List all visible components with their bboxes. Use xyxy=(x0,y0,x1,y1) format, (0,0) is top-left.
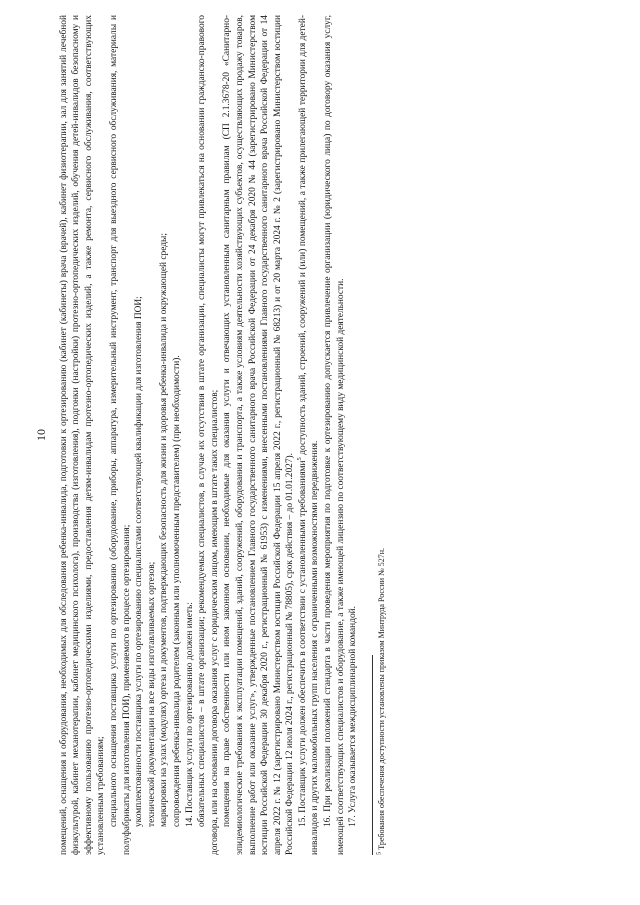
footnote-number: 5 xyxy=(375,851,383,855)
paragraph-sanitary-rules: помещения на праве собственности или ином законном основании, необходимые для оказания услуги и отвечающих установленным санитарным правилам (СП 2.1.3678-20 «Санитарно-эпидемиологические требования к эксплуатации помещений, зданий, сооружений, оборудования и транспорта, а также условиям деятельности хозяйствующих субъектов, осуществляющих продажу товаров, выполнение работ или оказание услуг», утвержденные постановлением Главного государственного санитарного врача Российской Федерации от 24 декабря 2020 № 44 (зарегистрировано Министерством юстиции Российской Федерации 30 декабря 2020 г., регистрационный № 61953) с изменениями, внесенными постановлениями Главного государственного санитарного врача Российской Федерации от 14 апреля 2022 г. № 12 (зарегистрировано Министерством юстиции Российской Федерации 15 апреля 2022 г., регистрационный № 68213) и от 20 марта 2024 г. № 2 (зарегистрировано Министерством юстиции Российской Федерации 12 июля 2024 г., регистрационный № 78805), срок действия – до 01.01.2027). xyxy=(222,15,296,855)
paragraph-special-equipment: специального оснащения поставщика услуги по ортезированию (оборудование, приборы, аппаратура, измерительный инструмент, транспорт для выездного сервисного обслуживания, материалы и полуфабрикаты для изготовления ПОИ), применяемого в процессе ортезирования; xyxy=(108,15,132,855)
paragraph-specialists: обязательных специалистов – в штате организации; рекомендуемых специалистов, в случае их отсутствия в штате организации, специалисты могут привлекаться на основании гражданско-правового договора, или на основании договора оказания услуг с юридическим лицом, имеющим в штате таких специалистов; xyxy=(197,15,220,855)
paragraph-17-team: 17. Услуга оказывается междисциплинарной командой. xyxy=(348,605,359,827)
footnote-text: Требования обеспечения доступности установлены приказом Минтруда России № 527н. xyxy=(376,548,386,850)
footnote xyxy=(377,15,387,855)
paragraph-staffing: укомплектованности поставщика услуги по ортезированию специалистами соответствующей квалификации для изготовления ПОИ; xyxy=(134,296,145,827)
paragraph-marking: маркировки на узлах (модулях) ортеза и документов, подтверждающих безопасность для жизни и здоровья ребенка-инвалида и окружающей среды; xyxy=(159,233,170,827)
paragraph-14-heading: 14. Поставщик услуги по ортезированию должен иметь: xyxy=(184,602,195,827)
paragraph-15-part-1: 15. Поставщик услуги должен обеспечить в соответствии с установленными требованиями xyxy=(297,460,308,827)
rotated-page-content xyxy=(35,15,615,855)
paragraph-15-accessibility xyxy=(297,15,322,855)
footnote-marker: 5 xyxy=(295,457,303,461)
paragraph-15-part-2: доступность зданий, строений, сооружений и (или) помещений, а также прилегающей территории для детей-инвалидов и других маломобильных групп населения с ограниченными возможностями передвижения. xyxy=(297,15,321,855)
paragraph-16-contracting: 16. При реализации положений стандарта в части проведения мероприятия по подготовке к ортезированию допускается привлечение организации (юридического лица) по договору оказания услуг, имеющей соответствующих специалистов и оборудование, а также имеющей лицензию по соответствующему виду медицинской деятельности. xyxy=(323,15,346,855)
page-number: 10 xyxy=(34,429,48,441)
paragraph-accompaniment: сопровождения ребенка-инвалида родителем (законным или уполномоченным представителем) (при необходимости). xyxy=(171,355,182,827)
footnote-divider xyxy=(372,655,373,855)
paragraph-technical-docs: технической документации на все виды изготавливаемых ортезов; xyxy=(146,561,157,827)
paragraph-premises: помещений, оснащения и оборудования, необходимых для обследования ребенка-инвалида, подготовки к ортезированию (кабинет (кабинеты) врача (врачей), кабинет физиотерапии, зал для занятий лечебной физкультурой, кабинет механотерапии, кабинет медицинского психолога), производства (изготовления), подгонки (настройки) протезно-ортопедических изделий, обучения детей-инвалидов безопасному и эффективному пользованию протезно-ортопедическими изделиями, предоставления детям-инвалидам протезно-ортопедических изделий, а также ремонта, сервисного обслуживания, соответствующих установленным требованиям; xyxy=(58,15,107,855)
